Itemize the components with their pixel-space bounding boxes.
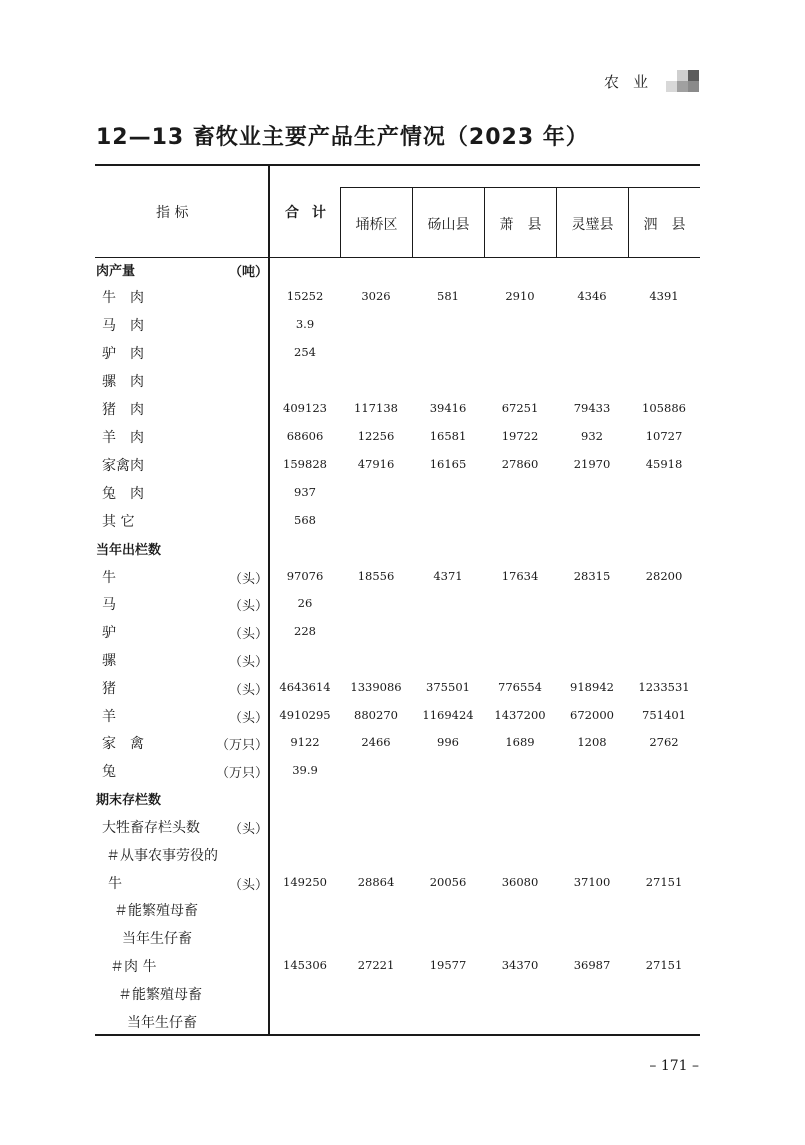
- table-cell: 918942: [570, 680, 614, 694]
- region-header: 砀山县: [427, 217, 470, 233]
- table-cell: 3.9: [295, 317, 315, 331]
- table-cell: 19722: [501, 429, 539, 443]
- table-cell: 17634: [501, 569, 539, 583]
- row-unit: （万只）: [215, 738, 268, 753]
- table-cell: 28200: [645, 569, 683, 583]
- table-cell: 2910: [505, 289, 535, 303]
- table-cell: 409123: [283, 401, 327, 415]
- table-cell: 159828: [283, 457, 327, 471]
- table-cell: 28864: [357, 875, 395, 889]
- table-cell: 26: [297, 596, 313, 610]
- row-unit: （头）: [228, 878, 268, 893]
- row-label: 牛 肉: [102, 290, 144, 306]
- table-cell: 375501: [426, 680, 470, 694]
- row-unit: （头）: [228, 627, 268, 642]
- table-cell: 4371: [433, 569, 463, 583]
- table-cell: 15252: [286, 289, 324, 303]
- table-title: 12—13 畜牧业主要产品生产情况（2023 年）: [96, 125, 589, 150]
- running-header: [604, 70, 700, 92]
- table-cell: 4391: [649, 289, 679, 303]
- row-label: ＃从事农事劳役的: [106, 848, 218, 864]
- table-cell: 937: [294, 485, 316, 499]
- row-label: 家禽肉: [102, 458, 144, 474]
- table-cell: 149250: [283, 875, 327, 889]
- table-cell: 228: [294, 624, 316, 638]
- table-cell: 67251: [501, 401, 539, 415]
- table-top-rule: [95, 164, 700, 166]
- row-label: 驴: [102, 625, 116, 641]
- table-cell: 751401: [642, 708, 686, 722]
- table-cell: 36080: [501, 875, 539, 889]
- table-cell: 79433: [573, 401, 611, 415]
- table-cell: 1437200: [494, 708, 546, 722]
- region-header: 灵璧县: [571, 217, 614, 233]
- row-label: ＃能繁殖母畜: [114, 903, 198, 919]
- table-cell: 16581: [429, 429, 467, 443]
- indicator-header: 指 标: [156, 205, 189, 221]
- table-cell: 27860: [501, 457, 539, 471]
- table-cell: 2466: [361, 735, 391, 749]
- decorative-squares-icon: [666, 70, 700, 92]
- row-label: ＃能繁殖母畜: [118, 987, 202, 1003]
- row-label: 兔: [102, 764, 116, 780]
- table-cell: 45918: [645, 457, 683, 471]
- table-cell: 145306: [283, 958, 327, 972]
- table-cell: 68606: [286, 429, 324, 443]
- table-cell: 672000: [570, 708, 614, 722]
- row-unit: （吨）: [228, 265, 268, 280]
- row-label: ＃肉 牛: [110, 959, 157, 975]
- row-unit: （万只）: [215, 766, 268, 781]
- row-label: 当年生仔畜: [127, 1015, 197, 1031]
- table-cell: 3026: [361, 289, 391, 303]
- row-label: 猪: [102, 681, 116, 697]
- table-cell: 39416: [429, 401, 467, 415]
- table-cell: 9122: [290, 735, 320, 749]
- table-cell: 1233531: [638, 680, 690, 694]
- table-cell: 4346: [577, 289, 607, 303]
- table-cell: 105886: [642, 401, 686, 415]
- row-label: 驴 肉: [102, 346, 144, 362]
- table-cell: 47916: [357, 457, 395, 471]
- table-cell: 1169424: [422, 708, 474, 722]
- table-cell: 28315: [573, 569, 611, 583]
- table-cell: 880270: [354, 708, 398, 722]
- row-label: 马 肉: [102, 318, 144, 334]
- row-label: 家 禽: [102, 736, 144, 752]
- table-cell: 21970: [573, 457, 611, 471]
- row-unit: （头）: [228, 711, 268, 726]
- row-unit: （头）: [228, 599, 268, 614]
- table-cell: 568: [294, 513, 316, 527]
- region-header-top-line: [340, 187, 700, 188]
- row-label: 其 它: [102, 514, 135, 530]
- row-unit: （头）: [228, 572, 268, 587]
- row-label: 兔 肉: [102, 486, 144, 502]
- section-heading: 肉产量: [96, 264, 136, 279]
- table-cell: 996: [437, 735, 459, 749]
- row-label: 马: [102, 597, 116, 613]
- table-cell: 10727: [645, 429, 683, 443]
- row-label: 大牲畜存栏头数: [102, 820, 200, 836]
- table-cell: 27151: [645, 875, 683, 889]
- row-unit: （头）: [228, 822, 268, 837]
- row-label: 羊 肉: [102, 430, 144, 446]
- table-cell: 19577: [429, 958, 467, 972]
- region-header: 泗 县: [643, 217, 686, 233]
- region-header: 埇桥区: [355, 217, 398, 233]
- row-unit: （头）: [228, 655, 268, 670]
- table-cell: 37100: [573, 875, 611, 889]
- table-cell: 36987: [573, 958, 611, 972]
- table-cell: 20056: [429, 875, 467, 889]
- row-label: 骡 肉: [102, 374, 144, 390]
- table-cell: 776554: [498, 680, 542, 694]
- table-cell: 581: [437, 289, 459, 303]
- table-header-rule: [95, 257, 700, 258]
- row-label: 猪 肉: [102, 402, 144, 418]
- table-cell: 4910295: [279, 708, 331, 722]
- table-bottom-rule: [95, 1034, 700, 1036]
- section-name: 农业: [603, 72, 662, 91]
- total-header: 合 计: [285, 205, 330, 221]
- table-cell: 18556: [357, 569, 395, 583]
- region-header: 萧 县: [499, 217, 542, 233]
- table-cell: 1689: [505, 735, 535, 749]
- table-cell: 1339086: [350, 680, 402, 694]
- table-cell: 12256: [357, 429, 395, 443]
- table-cell: 97076: [286, 569, 324, 583]
- section-heading: 期末存栏数: [96, 793, 162, 808]
- row-label: 羊: [102, 709, 116, 725]
- table-cell: 1208: [577, 735, 607, 749]
- row-label: 牛: [102, 570, 116, 586]
- table-cell: 16165: [429, 457, 467, 471]
- page-number: – 171 –: [649, 1058, 699, 1074]
- row-label: 骡: [102, 653, 116, 669]
- table-cell: 34370: [501, 958, 539, 972]
- row-unit: （头）: [228, 683, 268, 698]
- table-cell: 39.9: [292, 763, 318, 777]
- table-cell: 27221: [357, 958, 395, 972]
- section-heading: 当年出栏数: [96, 543, 162, 558]
- table-cell: 27151: [645, 958, 683, 972]
- table-cell: 254: [294, 345, 316, 359]
- table-cell: 2762: [649, 735, 679, 749]
- row-label: 牛: [108, 876, 122, 892]
- table-cell: 4643614: [279, 680, 331, 694]
- row-label: 当年生仔畜: [122, 931, 192, 947]
- table-cell: 117138: [354, 401, 398, 415]
- table-cell: 932: [581, 429, 603, 443]
